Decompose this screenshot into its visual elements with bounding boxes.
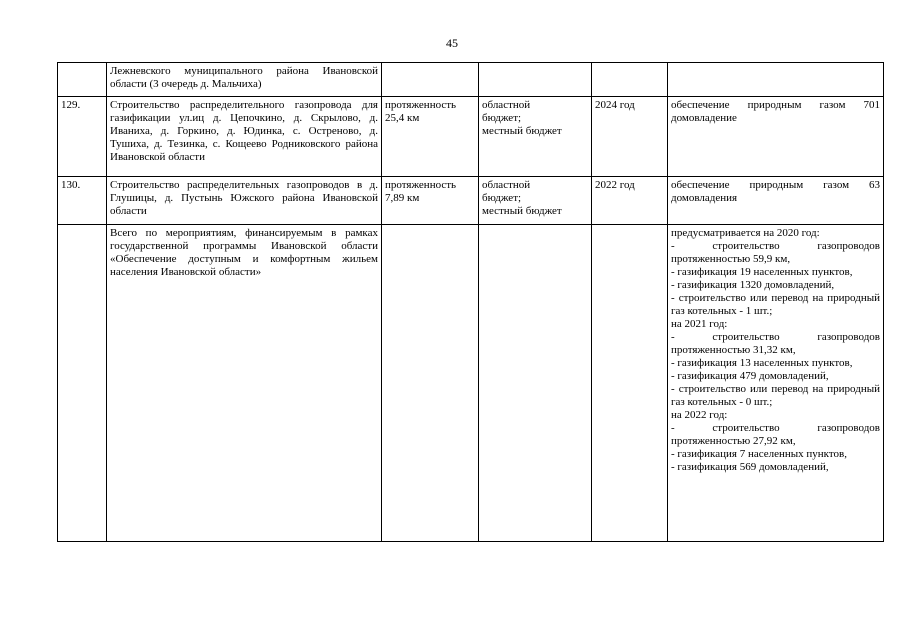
funding-source-line: бюджет; bbox=[482, 112, 522, 124]
funding-source-cell bbox=[479, 97, 592, 177]
plan-line: - строительство газопроводов протяженностью 31,32 км, bbox=[671, 331, 880, 356]
plan-line: предусматривается на 2020 год: bbox=[671, 227, 820, 239]
year-cell: 2024 год bbox=[592, 97, 668, 177]
page-number: 45 bbox=[446, 36, 458, 50]
plan-line: на 2021 год: bbox=[671, 318, 728, 330]
volume-cell: протяженность 25,4 км bbox=[382, 97, 479, 177]
row-number-cell bbox=[58, 225, 107, 542]
row-number-cell: 129. bbox=[58, 97, 107, 177]
row-number-cell bbox=[58, 63, 107, 97]
result-cell: обеспечение природным газом 701 домовладение bbox=[668, 97, 884, 177]
measures-table bbox=[57, 62, 884, 542]
plan-line: на 2022 год: bbox=[671, 409, 728, 421]
plan-line: - строительство или перевод на природный газ котельных - 0 шт.; bbox=[671, 383, 880, 408]
year-cell bbox=[592, 63, 668, 97]
total-result-cell bbox=[668, 225, 884, 542]
row-number-cell: 130. bbox=[58, 177, 107, 225]
funding-source-line: местный бюджет bbox=[482, 125, 562, 137]
result-cell bbox=[668, 63, 884, 97]
table-row bbox=[58, 177, 884, 225]
measure-name-cell: Строительство распределительного газопровода для газификации ул.иц д. Цепочкино, д. Скрылово, д. Иваниха, д. Горкино, д. Юдинка, с. Остреново, д. Тушиха, д. Тезинка, с. Кощеево Родниковского района Ивановской области bbox=[107, 97, 382, 177]
volume-cell: протяженность 7,89 км bbox=[382, 177, 479, 225]
funding-source-cell bbox=[479, 177, 592, 225]
funding-source-line: местный бюджет bbox=[482, 205, 562, 217]
total-row bbox=[58, 225, 884, 542]
total-name-cell: Всего по мероприятиям, финансируемым в рамках государственной программы Ивановской области «Обеспечение доступным и комфортным жильем населения Ивановской области» bbox=[107, 225, 382, 542]
funding-source-line: областной bbox=[482, 99, 531, 111]
table-row bbox=[58, 63, 884, 97]
plan-line: - газификация 479 домовладений, bbox=[671, 370, 829, 382]
volume-cell bbox=[382, 225, 479, 542]
funding-source-cell bbox=[479, 225, 592, 542]
plan-line: - газификация 569 домовладений, bbox=[671, 461, 829, 473]
year-cell: 2022 год bbox=[592, 177, 668, 225]
plan-line: - газификация 13 населенных пунктов, bbox=[671, 357, 853, 369]
table-row bbox=[58, 97, 884, 177]
funding-source-line: бюджет; bbox=[482, 192, 522, 204]
funding-source-cell bbox=[479, 63, 592, 97]
measure-name-cell: Лежневского муниципального района Ивановской области (3 очередь д. Мальчиха) bbox=[107, 63, 382, 97]
year-cell bbox=[592, 225, 668, 542]
volume-cell bbox=[382, 63, 479, 97]
measure-name-cell: Строительство распределительных газопроводов в д. Глушицы, д. Пустынь Южского района Ивановской области bbox=[107, 177, 382, 225]
plan-line: - строительство или перевод на природный газ котельных - 1 шт.; bbox=[671, 292, 880, 317]
funding-source-line: областной bbox=[482, 179, 531, 191]
plan-line: - газификация 1320 домовладений, bbox=[671, 279, 835, 291]
plan-line: - газификация 7 населенных пунктов, bbox=[671, 448, 847, 460]
result-cell: обеспечение природным газом 63 домовладения bbox=[668, 177, 884, 225]
plan-line: - газификация 19 населенных пунктов, bbox=[671, 266, 853, 278]
plan-line: - строительство газопроводов протяженностью 27,92 км, bbox=[671, 422, 880, 447]
plan-line: - строительство газопроводов протяженностью 59,9 км, bbox=[671, 240, 880, 265]
